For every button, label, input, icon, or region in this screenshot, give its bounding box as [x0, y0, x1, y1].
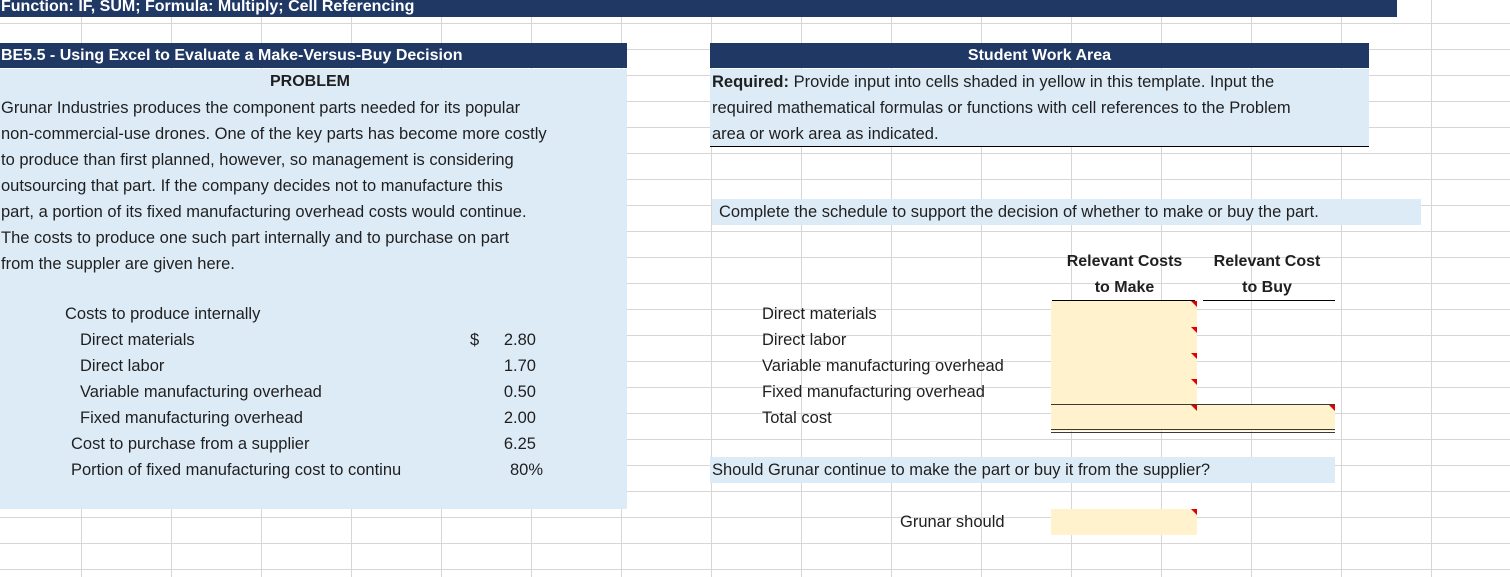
- required-line: required mathematical formulas or functions with cell references to the Problem: [712, 99, 1291, 117]
- problem-paragraph-line: outsourcing that part. If the company decides not to manufacture this: [1, 177, 503, 195]
- buy-total-cost-input[interactable]: [1197, 405, 1335, 431]
- required-text: Provide input into cells shaded in yellow in this template. Input the: [789, 73, 1275, 91]
- total-double-rule-1: [1051, 429, 1335, 430]
- col-make-header-line2: to Make: [1094, 279, 1155, 296]
- currency-symbol: $: [470, 331, 480, 349]
- col-buy-header-line1: Relevant Cost: [1213, 253, 1321, 270]
- col-buy-header-line2: to Buy: [1242, 279, 1292, 296]
- cost-item-value[interactable]: 2.00: [503, 409, 536, 427]
- problem-paragraph-line: non-commercial-use drones. One of the key parts has become more costly: [1, 125, 547, 143]
- make-direct-materials-input[interactable]: [1051, 301, 1197, 327]
- col-buy-header-underline: [1203, 300, 1335, 301]
- costs-heading: Costs to produce internally: [65, 305, 261, 323]
- purchase-label: Cost to purchase from a supplier: [71, 435, 310, 453]
- decision-answer-input[interactable]: [1051, 509, 1197, 535]
- work-area-title: Student Work Area: [967, 47, 1112, 64]
- comment-marker: [1191, 327, 1197, 333]
- problem-paragraph-line: Grunar Industries produces the component parts needed for its popular: [1, 99, 521, 117]
- work-area-title-bar: [710, 43, 1369, 68]
- comment-marker: [1329, 405, 1335, 411]
- problem-paragraph-line: part, a portion of its fixed manufacturing overhead costs would continue.: [1, 203, 527, 221]
- answer-label: Grunar should: [900, 513, 1005, 531]
- top-function-bar: [0, 0, 1397, 17]
- decision-question: Should Grunar continue to make the part or buy it from the supplier?: [712, 461, 1211, 479]
- top-function-text: Function: IF, SUM; Formula: Multiply; Cell Referencing: [1, 0, 415, 15]
- required-line: [712, 69, 1274, 95]
- col-make-header-line1: Relevant Costs: [1066, 253, 1183, 270]
- total-top-rule: [1051, 404, 1335, 405]
- portion-label: Portion of fixed manufacturing cost to continu: [71, 461, 402, 479]
- problem-label: PROBLEM: [270, 73, 350, 90]
- schedule-row-label: Direct materials: [762, 305, 877, 323]
- problem-title: BE5.5 - Using Excel to Evaluate a Make-Versus-Buy Decision: [1, 47, 463, 64]
- schedule-row-label: Variable manufacturing overhead: [762, 357, 1004, 375]
- comment-marker: [1191, 353, 1197, 359]
- schedule-row-label: Direct labor: [762, 331, 847, 349]
- purchase-value[interactable]: 6.25: [503, 435, 536, 453]
- make-fixed-overhead-input[interactable]: [1051, 379, 1197, 405]
- required-bold: Required:: [712, 73, 790, 91]
- required-line: area or work area as indicated.: [712, 125, 939, 143]
- make-direct-labor-input[interactable]: [1051, 327, 1197, 353]
- comment-marker: [1191, 509, 1197, 515]
- comment-marker: [1191, 301, 1197, 307]
- problem-paragraph-line: to produce than first planned, however, so management is considering: [1, 151, 514, 169]
- cost-item-label: Fixed manufacturing overhead: [80, 409, 303, 427]
- portion-value[interactable]: 80%: [509, 461, 543, 479]
- make-variable-overhead-input[interactable]: [1051, 353, 1197, 379]
- problem-paragraph-line: The costs to produce one such part internally and to purchase on part: [1, 229, 510, 247]
- cost-item-label: Direct materials: [80, 331, 195, 349]
- cost-item-value[interactable]: 0.50: [503, 383, 536, 401]
- comment-marker: [1191, 379, 1197, 385]
- cost-item-label: Direct labor: [80, 357, 165, 375]
- problem-title-bar: [0, 43, 627, 68]
- total-double-rule-2: [1051, 432, 1335, 433]
- problem-paragraph-line: from the suppler are given here.: [1, 255, 235, 273]
- cost-item-label: Variable manufacturing overhead: [80, 383, 322, 401]
- cost-item-value[interactable]: 2.80: [503, 331, 536, 349]
- schedule-instruction: Complete the schedule to support the decision of whether to make or buy the part.: [719, 203, 1319, 221]
- schedule-row-label: Fixed manufacturing overhead: [762, 383, 985, 401]
- cost-item-value[interactable]: 1.70: [503, 357, 536, 375]
- schedule-row-label: Total cost: [762, 409, 832, 427]
- make-total-cost-input[interactable]: [1051, 405, 1197, 431]
